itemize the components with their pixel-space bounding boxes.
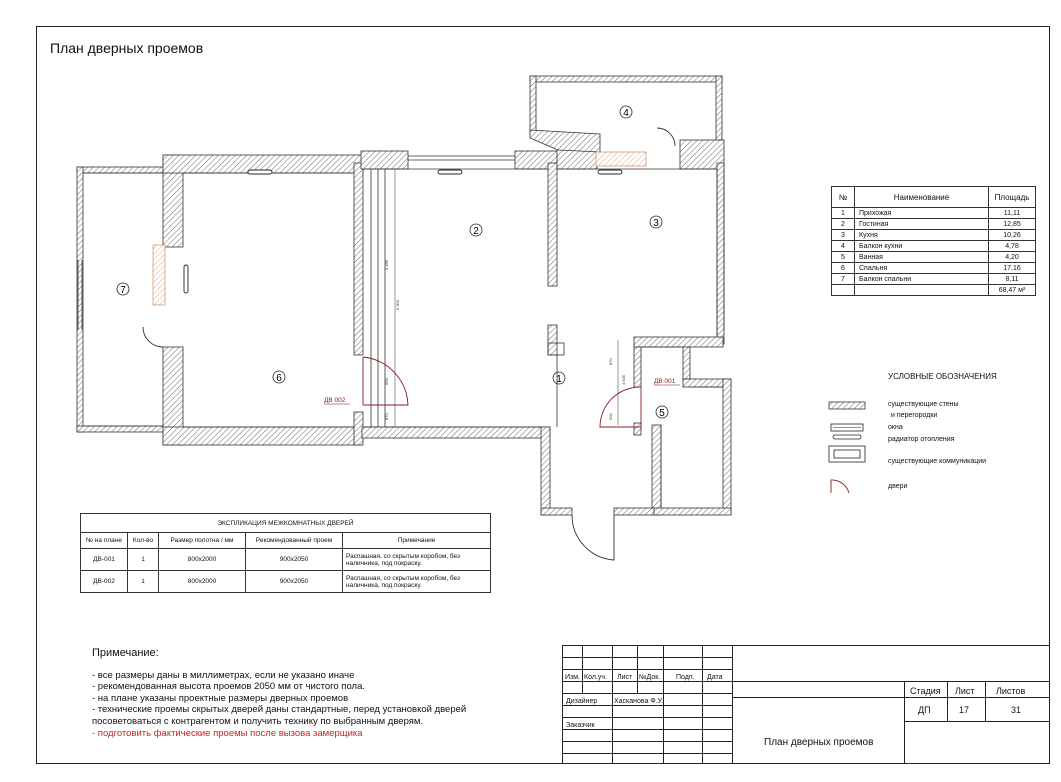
room-number: 4 xyxy=(623,108,629,119)
room-row xyxy=(832,263,1036,274)
legend-walls: существующие стены xyxy=(888,401,959,408)
door-note-cell: Распашная, со скрытым коробом, без наличника, под покраску. xyxy=(343,571,491,593)
door-swings xyxy=(143,128,675,560)
doors-table xyxy=(80,513,491,593)
dimension-text: 900 xyxy=(384,378,389,385)
room-name-cell: Балкон спальни xyxy=(855,274,989,285)
room-row xyxy=(832,219,1036,230)
legend-walls-2: и перегородки xyxy=(891,412,938,419)
room-row xyxy=(832,208,1036,219)
dimension-text: 3 480 xyxy=(384,259,389,270)
col-header: № xyxy=(832,187,855,208)
door-note-cell: Распашная, со скрытым коробом, без наличника, под покраску. xyxy=(343,549,491,571)
room-number: 7 xyxy=(120,285,126,296)
total-area: 68,47 м² xyxy=(989,285,1036,296)
room-area-cell: 8,11 xyxy=(989,274,1036,285)
legend-utilities: существующие коммуникации xyxy=(888,458,987,465)
door-qty-cell: 1 xyxy=(128,549,159,571)
legend-symbols xyxy=(825,398,885,528)
room-name-cell: Кухня xyxy=(855,230,989,241)
legend-radiator: радиатор отопления xyxy=(888,436,955,443)
sheet-header: Лист xyxy=(955,686,975,696)
room-area-cell: 17,16 xyxy=(989,263,1036,274)
dimension-text: 4 645 xyxy=(621,374,626,385)
dimension-lines xyxy=(395,169,618,427)
room-row xyxy=(832,252,1036,263)
room-number-cell: 4 xyxy=(832,241,855,252)
stamp-col: Лист xyxy=(617,674,633,681)
room-row xyxy=(832,274,1036,285)
room-number: 2 xyxy=(473,226,479,237)
door-size-cell: 800x2000 xyxy=(159,549,246,571)
room-row xyxy=(832,241,1036,252)
door-row xyxy=(81,571,491,593)
dimension-text: 5 000 xyxy=(395,299,400,310)
room-number-cell: 7 xyxy=(832,274,855,285)
room-number-cell: 6 xyxy=(832,263,855,274)
sheet-title: План дверных проемов xyxy=(50,40,204,56)
dimension-text: 870 xyxy=(384,413,389,420)
client-label: Заказчик xyxy=(566,722,595,729)
wall-symbol xyxy=(829,402,865,409)
door-qty-cell: 1 xyxy=(128,571,159,593)
dimension-text: 870 xyxy=(608,358,613,365)
stamp-col: №Док. xyxy=(639,674,661,681)
col-header: Примечание xyxy=(343,533,491,549)
door-id-cell: ДВ-001 xyxy=(81,549,128,571)
room-name-cell: Спальня xyxy=(855,263,989,274)
legend-title: УСЛОВНЫЕ ОБОЗНАЧЕНИЯ xyxy=(888,372,997,381)
radiator-symbol xyxy=(833,435,861,439)
col-header: Кол-во xyxy=(128,533,159,549)
stage-value: ДП xyxy=(918,705,931,715)
room-area-cell: 4,78 xyxy=(989,241,1036,252)
stamp-col: Подп. xyxy=(676,674,695,681)
title-block xyxy=(562,645,1050,764)
room-number: 6 xyxy=(276,373,282,384)
sheets-header: Листов xyxy=(996,686,1026,696)
note-line: - все размеры даны в миллиметрах, если не указано иначе xyxy=(92,669,355,681)
col-header: № на плане xyxy=(81,533,128,549)
doc-title: План дверных проемов xyxy=(764,737,874,748)
room-name-cell: Ванная xyxy=(855,252,989,263)
col-header: Размер полотна / мм xyxy=(159,533,246,549)
room-area-cell: 11,11 xyxy=(989,208,1036,219)
stamp-col: Изм. xyxy=(565,674,580,681)
door-symbol xyxy=(831,480,849,493)
notes xyxy=(92,648,466,739)
room-area-cell: 12,85 xyxy=(989,219,1036,230)
sheet-value: 17 xyxy=(959,705,970,715)
door-label: ДВ 001 xyxy=(654,378,676,385)
door-label: ДВ 002 xyxy=(324,397,346,404)
walls xyxy=(77,76,731,515)
door-size-cell: 800x2000 xyxy=(159,571,246,593)
room-area-cell: 4,20 xyxy=(989,252,1036,263)
col-header: Рекомендованный проем xyxy=(246,533,343,549)
note-line: - рекомендованная высота проемов 2050 мм от чистого пола. xyxy=(92,681,365,693)
door-opening-cell: 900x2050 xyxy=(246,549,343,571)
note-line: - технические проемы скрытых дверей даны стандартные, перед установкой дверей xyxy=(92,704,467,716)
note-line: посоветоваться с контрагентом и получить технику по выбранным дверям. xyxy=(92,715,424,727)
rooms-table xyxy=(831,186,1036,296)
room-name-cell: Прихожая xyxy=(855,208,989,219)
designer-name: Хасканова Ф.У. xyxy=(614,698,664,705)
room-number: 3 xyxy=(653,218,659,229)
room-number-cell: 2 xyxy=(832,219,855,230)
legend-windows: окна xyxy=(888,424,903,431)
room-name-cell: Балкон кухни xyxy=(855,241,989,252)
room-number-cell: 1 xyxy=(832,208,855,219)
door-id-cell: ДВ-002 xyxy=(81,571,128,593)
legend-doors: двери xyxy=(888,483,908,490)
total-row xyxy=(832,285,1036,296)
dimension-text: 900 xyxy=(608,413,613,420)
room-number-cell: 3 xyxy=(832,230,855,241)
room-number: 1 xyxy=(556,374,562,385)
room-number: 5 xyxy=(659,408,665,419)
stamp-col: Дата xyxy=(707,674,723,681)
sheets-value: 31 xyxy=(1011,705,1022,715)
door-opening-cell: 900x2050 xyxy=(246,571,343,593)
room-row xyxy=(832,230,1036,241)
room-name-cell: Гостиная xyxy=(855,219,989,230)
doors-table-title: ЭКСПЛИКАЦИЯ МЕЖКОМНАТНЫХ ДВЕРЕЙ xyxy=(81,514,491,533)
room-area-cell: 10,26 xyxy=(989,230,1036,241)
col-header: Наименование xyxy=(855,187,989,208)
note-line-red: - подготовить фактические проемы после вызова замерщика xyxy=(92,727,363,739)
col-header: Площадь xyxy=(989,187,1036,208)
notes-title: Примечание: xyxy=(92,647,159,659)
room-number-cell: 5 xyxy=(832,252,855,263)
door-row xyxy=(81,549,491,571)
designer-label: Дизайнер xyxy=(566,698,598,705)
stage-header: Стадия xyxy=(910,686,941,696)
note-line: - на плане указаны проектные размеры дверных проемов xyxy=(92,692,349,704)
stamp-col: Кол.уч. xyxy=(584,674,607,681)
